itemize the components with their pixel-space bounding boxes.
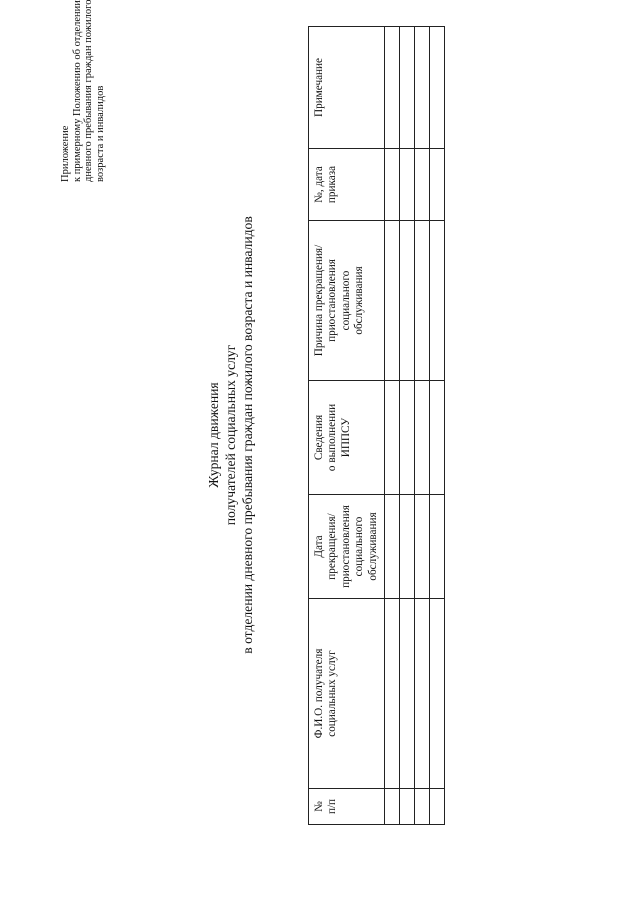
table-cell	[400, 149, 415, 221]
table-cell	[400, 381, 415, 495]
table-cell	[415, 599, 430, 789]
column-header-note: Примечание	[309, 27, 385, 149]
column-header-number: № п/п	[309, 789, 385, 825]
table-cell	[385, 381, 400, 495]
table-cell	[400, 495, 415, 599]
table-cell	[400, 789, 415, 825]
table-cell	[385, 495, 400, 599]
table-row	[415, 27, 430, 825]
table-cell	[430, 789, 445, 825]
table-cell	[400, 221, 415, 381]
appendix-line: Приложение	[60, 125, 71, 182]
document-title	[205, 155, 256, 715]
table-header-row	[309, 27, 385, 825]
table-cell	[400, 599, 415, 789]
table-cell	[385, 149, 400, 221]
table-cell	[415, 27, 430, 149]
table-body	[385, 27, 445, 825]
table-cell	[415, 789, 430, 825]
column-header-termination-reason: Причина прекращения/ приостановления социального обслуживания	[309, 221, 385, 381]
table-cell	[430, 599, 445, 789]
table-row	[400, 27, 415, 825]
table-cell	[415, 221, 430, 381]
column-header-full-name: Ф.И.О. получателя социальных услуг	[309, 599, 385, 789]
appendix-line: возраста и инвалидов	[94, 85, 106, 182]
table-cell	[415, 149, 430, 221]
table-cell	[385, 599, 400, 789]
table-cell	[385, 221, 400, 381]
column-header-termination-date: Дата прекращения/ приостановления социального обслуживания	[309, 495, 385, 599]
title-line-2: получателей социальных услуг	[223, 344, 238, 526]
appendix-line: дневного пребывания граждан пожилого	[83, 0, 95, 182]
table-cell	[415, 381, 430, 495]
table-cell	[430, 149, 445, 221]
table-cell	[385, 789, 400, 825]
title-line-1: Журнал движения	[206, 382, 221, 488]
title-line-3: в отделении дневного пребывания граждан пожилого возраста и инвалидов	[240, 216, 255, 654]
table-cell	[415, 495, 430, 599]
column-header-ippsu-info: Сведения о выполнении ИППСУ	[309, 381, 385, 495]
journal-table	[308, 26, 445, 825]
table-cell	[385, 27, 400, 149]
column-header-order-number-date: №, дата приказа	[309, 149, 385, 221]
table-cell	[430, 495, 445, 599]
table-row	[430, 27, 445, 825]
table-cell	[430, 27, 445, 149]
table-cell	[400, 27, 415, 149]
table-cell	[430, 381, 445, 495]
table-cell	[430, 221, 445, 381]
appendix-line: к примерному Положению об отделении	[71, 0, 83, 182]
appendix-note	[60, 0, 106, 182]
table-row	[385, 27, 400, 825]
